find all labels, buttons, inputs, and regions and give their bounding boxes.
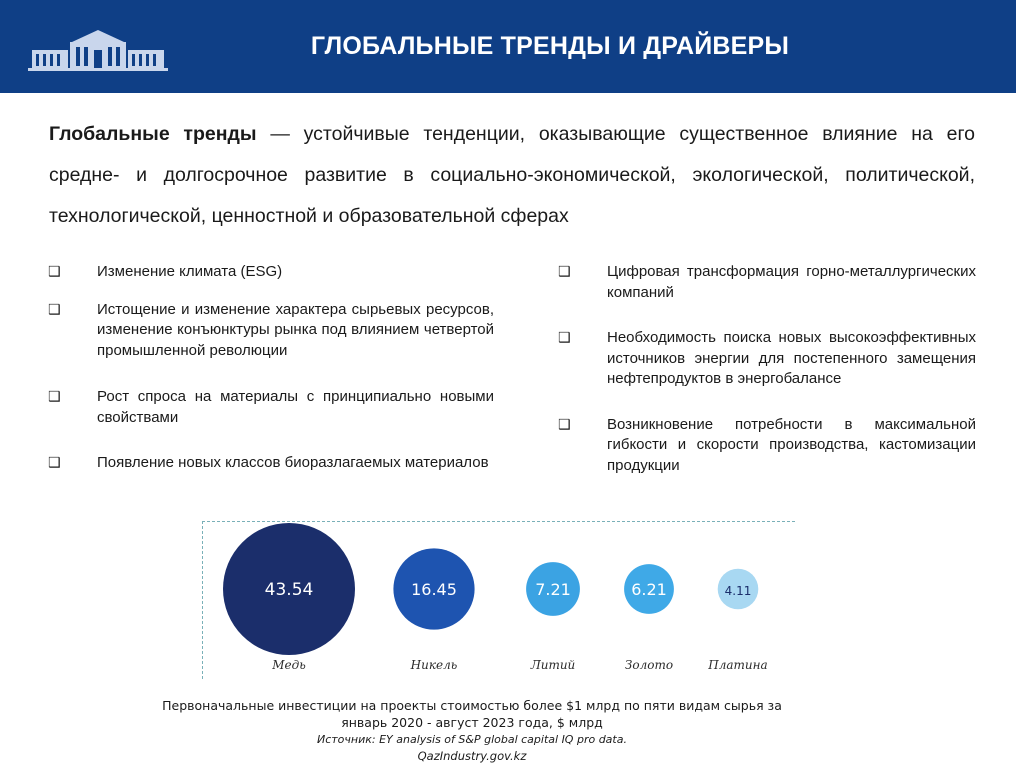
caption-text: Первоначальные инвестиции на проекты стоимостью более $1 млрд по пяти видам сырья за январь 2020 - август 2023 года, $ млрд (162, 698, 782, 730)
bubble-value-label: 6.21 (631, 580, 667, 599)
definition-paragraph (49, 114, 975, 237)
bullet-text: Появление новых классов биоразлагаемых материалов (97, 454, 489, 471)
bubble-value-label: 43.54 (264, 580, 314, 600)
header-bar (0, 0, 1024, 93)
chart-caption (140, 697, 804, 765)
bullet-text: Рост спроса на материалы с принципиально новыми свойствами (97, 388, 494, 426)
checkbox-bullet-icon: ❑ (48, 455, 61, 471)
checkbox-bullet-icon: ❑ (558, 264, 571, 280)
definition-term: Глобальные тренды (49, 123, 257, 145)
definition-text: — устойчивые тенденции, оказывающие существенное влияние на его средне- и долгосрочное развитие в социально-экономической, экологической, политической, технологической, ценностной и образовательной сферах (49, 123, 975, 227)
checkbox-bullet-icon: ❑ (48, 389, 61, 405)
list-item (556, 328, 976, 390)
list-item (556, 262, 976, 303)
category-label: Медь (272, 658, 306, 672)
list-item (46, 387, 494, 428)
list-item (556, 415, 976, 477)
bubble-value-label: 4.11 (724, 584, 752, 598)
header-edge (1016, 0, 1024, 93)
left-bullet-list (46, 262, 494, 474)
list-item (46, 453, 494, 474)
category-label: Никель (410, 658, 458, 672)
checkbox-bullet-icon: ❑ (48, 264, 61, 280)
checkbox-bullet-icon: ❑ (558, 330, 571, 346)
caption-site: QazIndustry.gov.kz (417, 749, 527, 763)
right-bullet-list (556, 262, 976, 476)
bullet-text: Изменение климата (ESG) (97, 263, 283, 280)
bubble-value-label: 16.45 (411, 580, 457, 599)
category-label: Литий (530, 658, 576, 672)
building-logo-icon (28, 28, 168, 76)
bullet-text: Необходимость поиска новых высокоэффективных источников энергии для постепенного замещения нефтепродуктов в энергобалансе (607, 329, 976, 387)
category-label: Платина (708, 658, 768, 672)
list-item (46, 300, 494, 362)
caption-source: Источник: EY analysis of S&P global capital IQ pro data. (317, 733, 627, 746)
bullet-text: Цифровая трансформация горно-металлургических компаний (607, 263, 976, 301)
list-item (46, 262, 494, 283)
bullet-text: Истощение и изменение характера сырьевых ресурсов, изменение конъюнктуры рынка под влиянием четвертой промышленной революции (97, 300, 494, 359)
investment-bubble-chart (202, 521, 794, 681)
checkbox-bullet-icon: ❑ (48, 301, 61, 318)
category-label: Золото (624, 658, 674, 672)
bubble-value-label: 7.21 (535, 580, 571, 599)
checkbox-bullet-icon: ❑ (558, 416, 571, 433)
page-title: ГЛОБАЛЬНЫЕ ТРЕНДЫ И ДРАЙВЕРЫ (310, 32, 790, 60)
bullet-text: Возникновение потребности в максимальной гибкости и скорости производства, кастомизации продукции (607, 415, 976, 474)
